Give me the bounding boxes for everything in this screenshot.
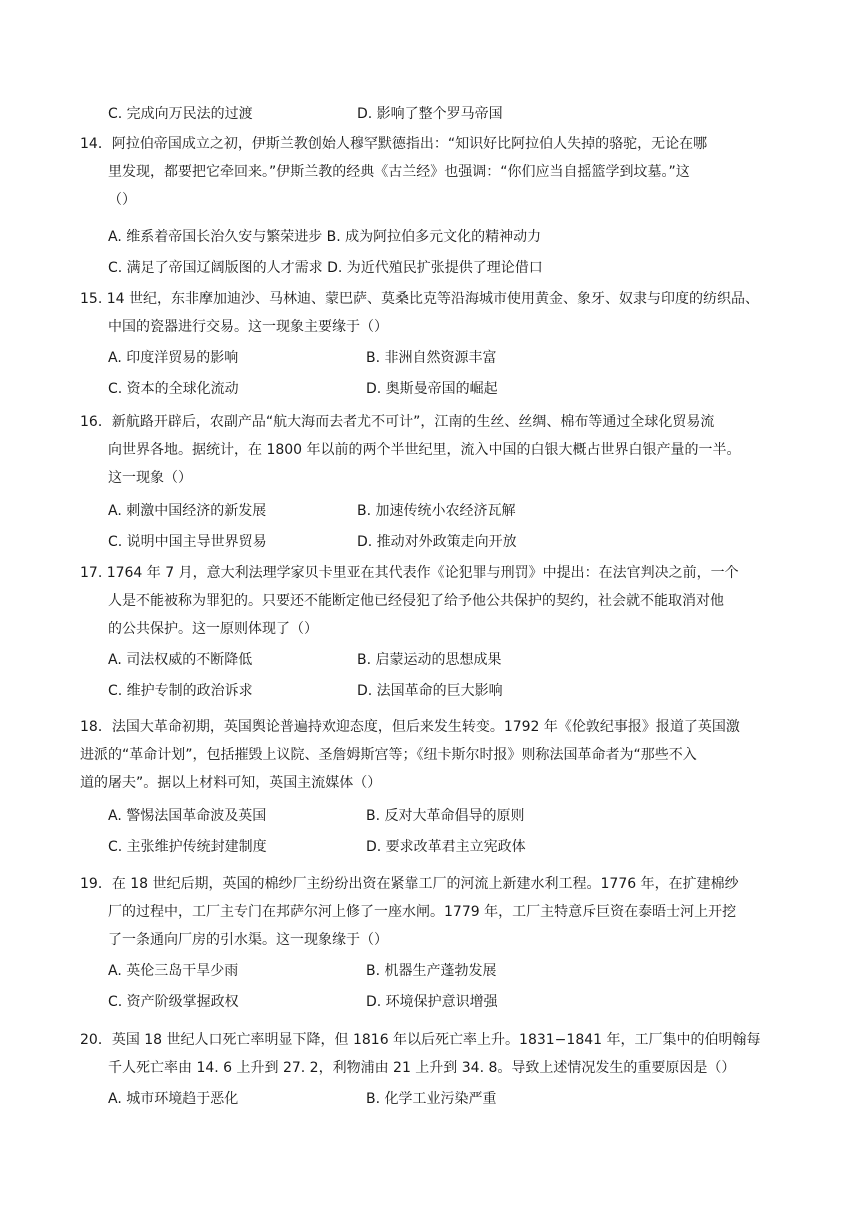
q14-options-ab: A. 维系着帝国长治久安与繁荣进步 B. 成为阿拉伯多元文化的精神动力 [108, 229, 542, 245]
q19-option-c: C. 资产阶级掌握政权 [108, 994, 239, 1010]
q19-option-d: D. 环境保护意识增强 [366, 994, 498, 1010]
q18-option-d: D. 要求改革君主立宪政体 [366, 839, 526, 855]
q17-stem-line-1: 17. 1764 年 7 月，意大利法理学家贝卡里亚在其代表作《论犯罪与刑罚》中提出：在法官判决之前，一个 [80, 565, 739, 581]
q14-stem-line-3: （） [108, 192, 136, 208]
q14-stem-line-1: 14．阿拉伯帝国成立之初，伊斯兰教创始人穆罕默德指出：“知识好比阿拉伯人失掉的骆驼，无论在哪 [80, 136, 708, 152]
q13-option-d: D. 影响了整个罗马帝国 [357, 106, 503, 122]
q17-option-d: D. 法国革命的巨大影响 [357, 683, 503, 699]
q15-option-c: C. 资本的全球化流动 [108, 381, 239, 397]
q14-stem-line-2: 里发现，都要把它牵回来。”伊斯兰教的经典《古兰经》也强调：“你们应当自摇篮学到坟墓。”这 [108, 164, 690, 180]
q18-option-c: C. 主张维护传统封建制度 [108, 839, 267, 855]
q16-option-b: B. 加速传统小农经济瓦解 [357, 503, 516, 519]
q17-option-c: C. 维护专制的政治诉求 [108, 683, 253, 699]
q19-stem-line-2: 厂的过程中，工厂主专门在邦萨尔河上修了一座水闸。1779 年，工厂主特意斥巨资在泰晤士河上开挖 [108, 904, 737, 920]
q18-option-b: B. 反对大革命倡导的原则 [366, 808, 525, 824]
q19-stem-line-1: 19．在 18 世纪后期，英国的棉纱厂主纷纷出资在紧靠工厂的河流上新建水利工程。1776 年，在扩建棉纱 [80, 876, 739, 892]
q20-stem-line-1: 20．英国 18 世纪人口死亡率明显下降，但 1816 年以后死亡率上升。1831−1841 年，工厂集中的伯明翰每 [80, 1032, 761, 1048]
q17-option-a: A. 司法权威的不断降低 [108, 652, 253, 668]
q19-stem-line-3: 了一条通向厂房的引水渠。这一现象缘于（） [108, 932, 388, 948]
q16-stem-line-2: 向世界各地。据统计，在 1800 年以前的两个半世纪里，流入中国的白银大概占世界白银产量的一半。 [108, 442, 741, 458]
q19-option-a: A. 英伦三岛干旱少雨 [108, 963, 239, 979]
q18-stem-line-2: 进派的“革命计划”，包括摧毁上议院、圣詹姆斯宫等；《纽卡斯尔时报》则称法国革命者为“那些不入 [80, 747, 697, 763]
q15-option-a: A. 印度洋贸易的影响 [108, 350, 239, 366]
q16-stem-line-1: 16．新航路开辟后，农副产品“航大海而去者尤不可计”，江南的生丝、丝绸、棉布等通过全球化贸易流 [80, 414, 715, 430]
q18-option-a: A. 警惕法国革命波及英国 [108, 808, 267, 824]
q14-options-cd: C. 满足了帝国辽阔版图的人才需求 D. 为近代殖民扩张提供了理论借口 [108, 260, 543, 276]
q19-option-b: B. 机器生产蓬勃发展 [366, 963, 497, 979]
q16-stem-line-3: 这一现象（） [108, 470, 192, 486]
q18-stem-line-1: 18．法国大革命初期，英国舆论普遍持欢迎态度，但后来发生转变。1792 年《伦敦纪事报》报道了英国激 [80, 719, 740, 735]
q15-stem-line-1: 15. 14 世纪，东非摩加迪沙、马林迪、蒙巴萨、莫桑比克等沿海城市使用黄金、象牙、奴隶与印度的纺织品、 [80, 291, 759, 307]
q15-option-d: D. 奥斯曼帝国的崛起 [366, 381, 498, 397]
q20-option-a: A. 城市环境趋于恶化 [108, 1091, 239, 1107]
q16-option-d: D. 推动对外政策走向开放 [357, 534, 517, 550]
q13-option-c: C. 完成向万民法的过渡 [108, 106, 253, 122]
q18-stem-line-3: 道的屠夫”。据以上材料可知，英国主流媒体（） [80, 775, 382, 791]
q17-stem-line-2: 人是不能被称为罪犯的。只要还不能断定他已经侵犯了给予他公共保护的契约，社会就不能取消对他 [108, 593, 724, 609]
q20-option-b: B. 化学工业污染严重 [366, 1091, 497, 1107]
q16-option-c: C. 说明中国主导世界贸易 [108, 534, 267, 550]
q15-option-b: B. 非洲自然资源丰富 [366, 350, 497, 366]
q17-option-b: B. 启蒙运动的思想成果 [357, 652, 502, 668]
q15-stem-line-2: 中国的瓷器进行交易。这一现象主要缘于（） [108, 319, 388, 335]
q17-stem-line-3: 的公共保护。这一原则体现了（） [108, 621, 318, 637]
q20-stem-line-2: 千人死亡率由 14. 6 上升到 27. 2，利物浦由 21 上升到 34. 8。导致上述情况发生的重要原因是（） [108, 1060, 736, 1076]
q16-option-a: A. 刺激中国经济的新发展 [108, 503, 267, 519]
